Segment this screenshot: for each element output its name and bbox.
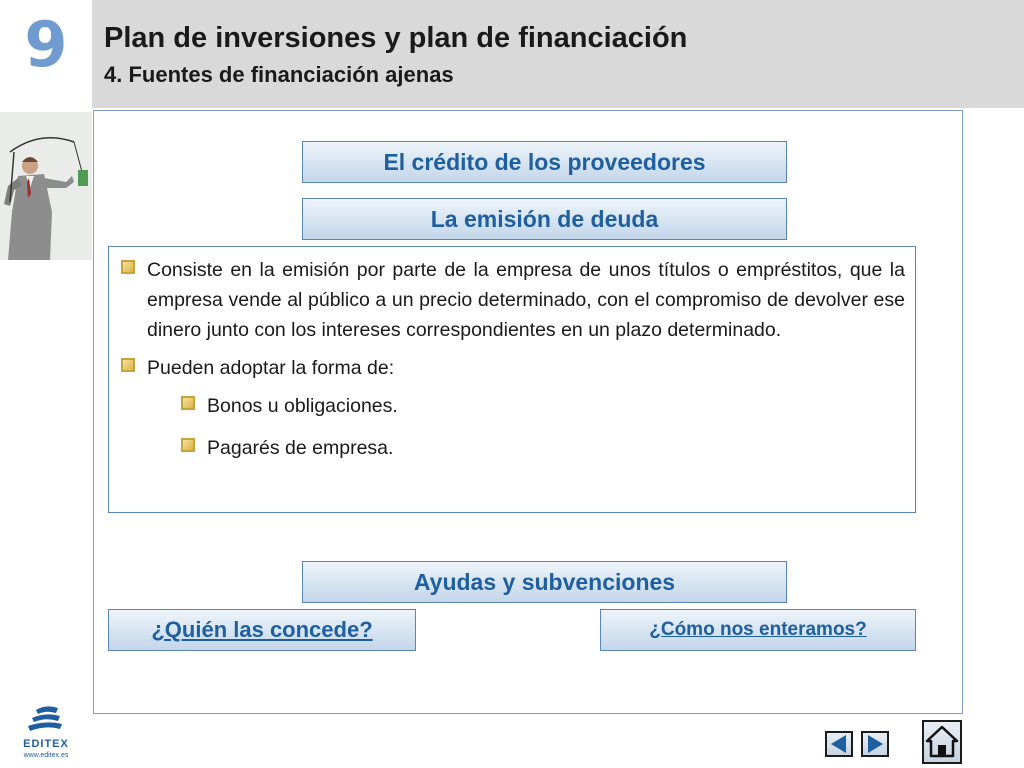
page-title: Plan de inversiones y plan de financiación [104, 22, 688, 54]
chapter-number: 9 [24, 8, 68, 81]
list-item [181, 433, 905, 463]
list-item [121, 255, 905, 345]
section-ayudas-subvenciones[interactable]: Ayudas y subvenciones [302, 561, 787, 603]
checkbox-bullet-icon [181, 396, 195, 410]
section-credito-proveedores[interactable]: El crédito de los proveedores [302, 141, 787, 183]
bullet-text: Consiste en la emisión por parte de la empresa de unos títulos o empréstitos, que la empresa vende al público a un precio determinado, con el compromiso de devolver ese dinero junto con los intereses correspondientes en un plazo determinado. [147, 259, 905, 341]
sub-bullet-text: Pagarés de empresa. [207, 437, 394, 459]
logo-url: www.editex.es [23, 752, 69, 759]
prev-slide-button[interactable] [825, 731, 853, 757]
checkbox-bullet-icon [121, 260, 135, 274]
checkbox-bullet-icon [181, 438, 195, 452]
editex-logo [14, 704, 78, 764]
bullet-text: Pueden adoptar la forma de: [147, 357, 395, 379]
logo-text: EDITEX [23, 738, 69, 750]
quien-las-concede-link[interactable]: ¿Quién las concede? [108, 609, 416, 651]
illustration [0, 112, 92, 260]
forward-arrow-icon [863, 733, 887, 755]
page-subtitle: 4. Fuentes de financiación ajenas [104, 62, 454, 87]
checkbox-bullet-icon [121, 358, 135, 372]
como-nos-enteramos-link[interactable]: ¿Cómo nos enteramos? [600, 609, 916, 651]
list-item [121, 353, 905, 383]
home-button[interactable] [922, 720, 962, 764]
section-emision-deuda[interactable]: La emisión de deuda [302, 198, 787, 240]
editex-logo-mark [14, 704, 78, 738]
next-slide-button[interactable] [861, 731, 889, 757]
businessman-illustration [0, 112, 92, 260]
list-item [181, 391, 905, 421]
chapter-badge [0, 0, 92, 108]
back-arrow-icon [827, 733, 851, 755]
emision-deuda-content [108, 246, 916, 513]
sub-bullet-text: Bonos u obligaciones. [207, 395, 398, 417]
home-icon [924, 722, 960, 762]
